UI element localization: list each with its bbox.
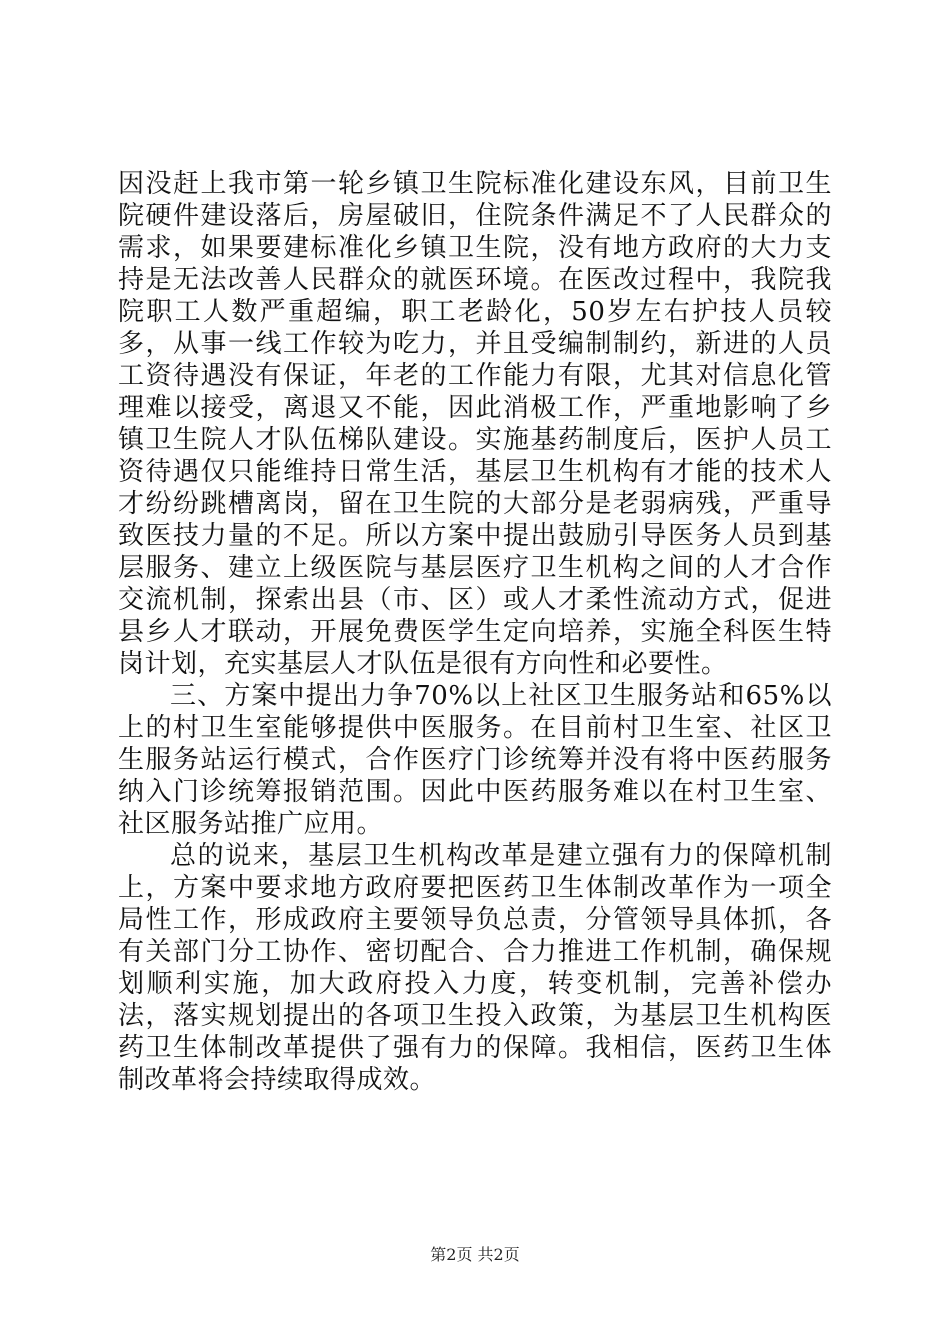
paragraph-conclusion: 总的说来，基层卫生机构改革是建立强有力的保障机制上，方案中要求地方政府要把医药卫生体制改革作为一项全局性工作，形成政府主要领导负总责，分管领导具体抓，各有关部门分工协作、密切配合、合力推进工作机制，确保规划顺利实施，加大政府投入力度，转变机制，完善补偿办法，落实规划提出的各项卫生投入政策，为基层卫生机构医药卫生体制改革提供了强有力的保障。我相信，医药卫生体制改革将会持续取得成效。 (118, 841, 832, 1095)
paragraph-tcm-services: 三、方案中提出力争70%以上社区卫生服务站和65%以上的村卫生室能够提供中医服务。在目前村卫生室、社区卫生服务站运行模式，合作医疗门诊统筹并没有将中医药服务纳入门诊统筹报销范围。因此中医药服务难以在村卫生室、社区服务站推广应用。 (118, 681, 832, 839)
paragraph-staffing: 因没赶上我市第一轮乡镇卫生院标准化建设东风，目前卫生院硬件建设落后，房屋破旧，住院条件满足不了人民群众的需求，如果要建标准化乡镇卫生院，没有地方政府的大力支持是无法改善人民群众的就医环境。在医改过程中，我院我院职工人数严重超编，职工老龄化，50岁左右护技人员较多，从事一线工作较为吃力，并且受编制制约，新进的人员工资待遇没有保证，年老的工作能力有限，尤其对信息化管理难以接受，离退又不能，因此消极工作，严重地影响了乡镇卫生院人才队伍梯队建设。实施基药制度后，医护人员工资待遇仅只能维持日常生活，基层卫生机构有才能的技术人才纷纷跳槽离岗，留在卫生院的大部分是老弱病残，严重导致医技力量的不足。所以方案中提出鼓励引导医务人员到基层服务、建立上级医院与基层医疗卫生机构之间的人才合作交流机制，探索出县（市、区）或人才柔性流动方式，促进县乡人才联动，开展免费医学生定向培养，实施全科医生特岗计划，充实基层人才队伍是很有方向性和必要性。 (118, 169, 832, 679)
page-number: 第2页 共2页 (430, 1245, 520, 1264)
page-footer (0, 1245, 950, 1265)
document-body (118, 168, 832, 1096)
